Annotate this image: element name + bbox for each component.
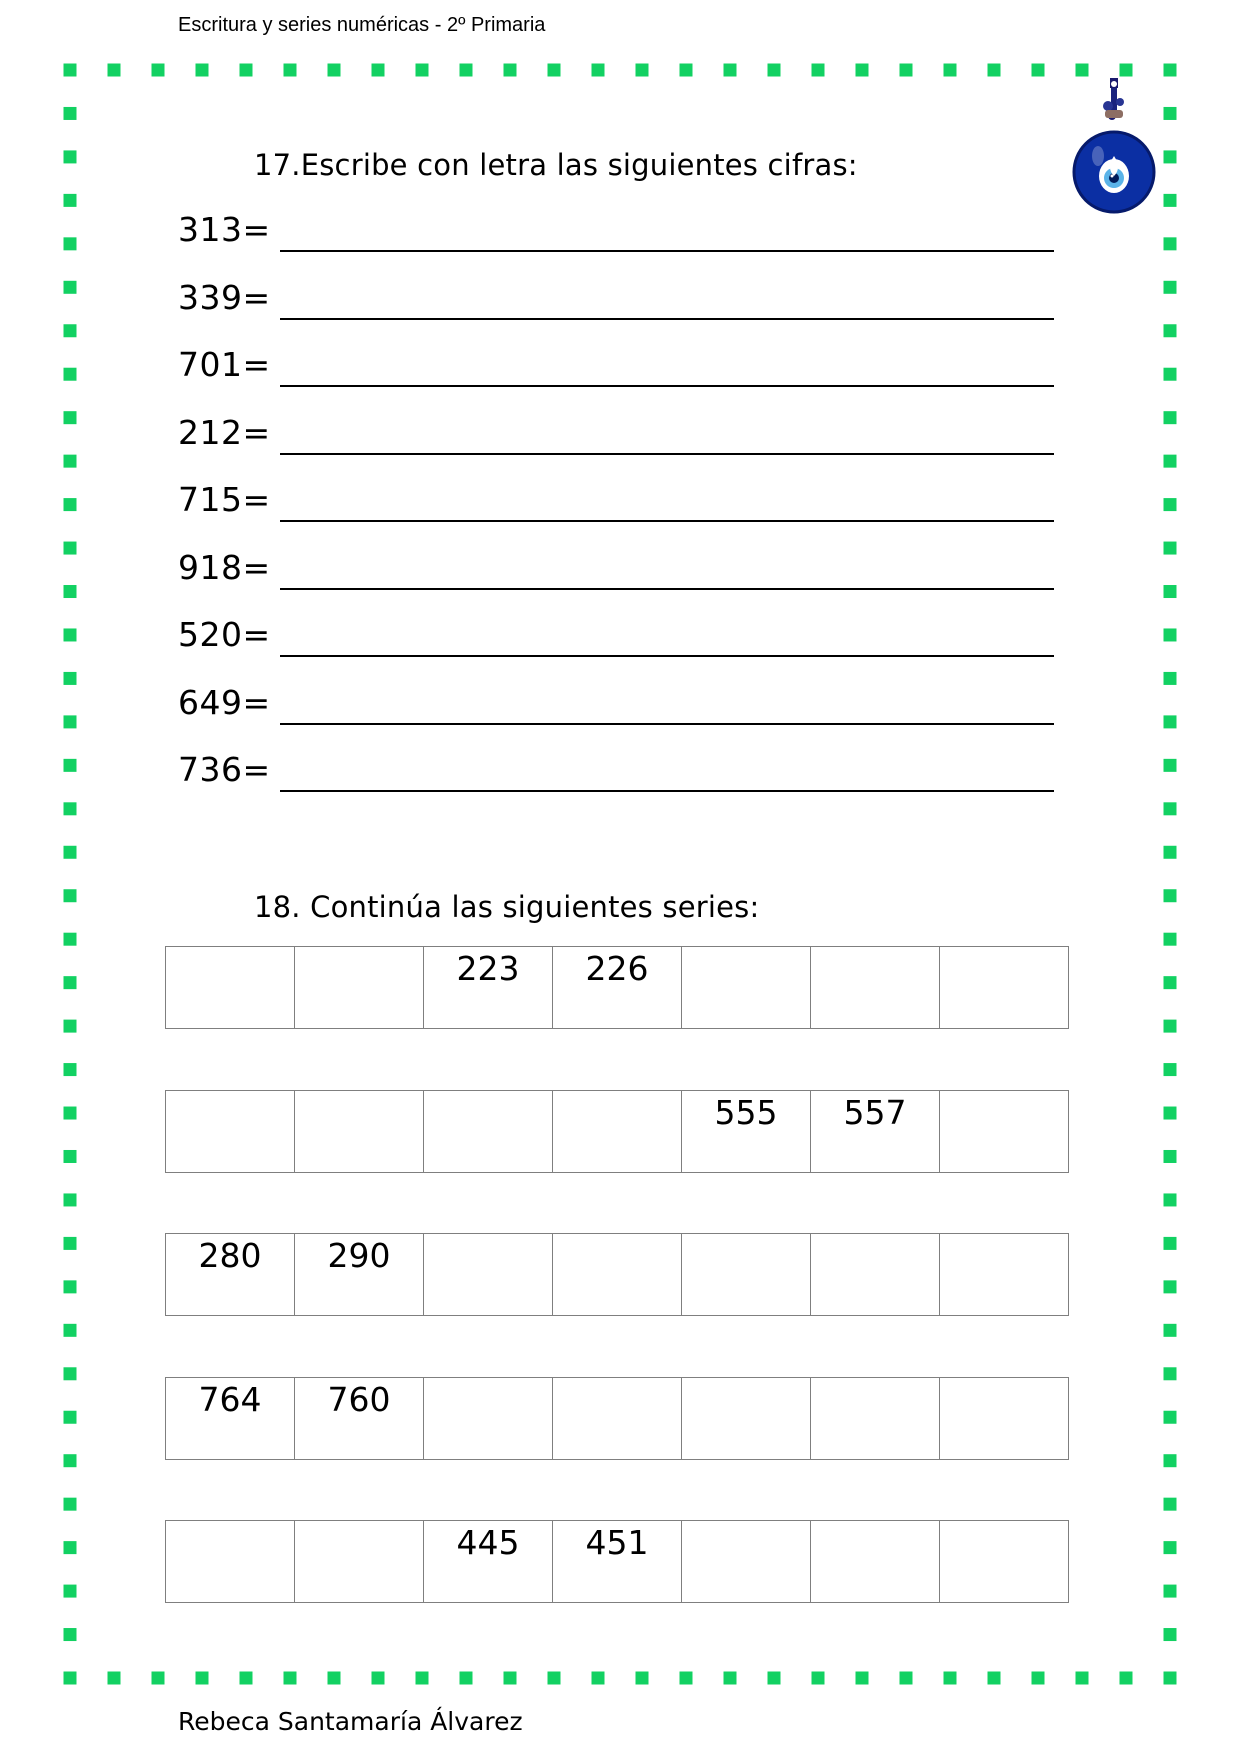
- border-dot: [64, 455, 77, 468]
- number-row: [178, 413, 1054, 453]
- series-row: [166, 1378, 1069, 1460]
- answer-line[interactable]: [280, 520, 1054, 522]
- border-dot: [856, 64, 869, 77]
- series-table: [165, 1090, 1069, 1173]
- series-cell-blank[interactable]: [940, 1378, 1069, 1460]
- border-dot: [64, 1193, 77, 1206]
- series-cell-blank[interactable]: [811, 1234, 940, 1316]
- border-dot: [768, 64, 781, 77]
- border-dot: [64, 368, 77, 381]
- border-dot: [64, 1020, 77, 1033]
- border-dot: [1164, 1585, 1177, 1598]
- border-dot: [416, 64, 429, 77]
- border-dot: [1164, 324, 1177, 337]
- border-dot: [1164, 585, 1177, 598]
- border-dot: [1164, 1280, 1177, 1293]
- number-label: 212=: [178, 412, 271, 452]
- border-dot: [64, 889, 77, 902]
- series-cell-blank[interactable]: [811, 1521, 940, 1603]
- border-dot: [372, 1672, 385, 1685]
- border-dot: [64, 1585, 77, 1598]
- border-dot: [64, 672, 77, 685]
- border-dot: [1164, 411, 1177, 424]
- border-dot: [64, 542, 77, 555]
- border-dot: [240, 1672, 253, 1685]
- border-dot: [988, 64, 1001, 77]
- border-dot: [196, 64, 209, 77]
- answer-line[interactable]: [280, 655, 1054, 657]
- border-dot: [64, 1280, 77, 1293]
- border-dot: [1164, 1193, 1177, 1206]
- border-dot: [724, 1672, 737, 1685]
- border-dot: [1164, 1020, 1177, 1033]
- border-dot: [1164, 846, 1177, 859]
- border-dot: [416, 1672, 429, 1685]
- border-dot: [64, 1237, 77, 1250]
- border-dot: [1164, 1150, 1177, 1163]
- series-cell-blank[interactable]: [424, 1378, 553, 1460]
- series-cell-blank[interactable]: [682, 1378, 811, 1460]
- series-cell-given: 445: [424, 1521, 553, 1603]
- border-dot: [1164, 498, 1177, 511]
- series-cell-blank[interactable]: [295, 947, 424, 1029]
- border-dot: [64, 1324, 77, 1337]
- number-row: [178, 345, 1054, 385]
- border-dot: [1164, 672, 1177, 685]
- border-dot: [548, 1672, 561, 1685]
- series-cell-blank[interactable]: [553, 1091, 682, 1173]
- border-dot: [1164, 1107, 1177, 1120]
- border-dot: [64, 933, 77, 946]
- border-dot: [724, 64, 737, 77]
- border-dot: [988, 1672, 1001, 1685]
- border-dot: [1164, 237, 1177, 250]
- series-cell-given: 451: [553, 1521, 682, 1603]
- border-dot: [680, 64, 693, 77]
- border-dot: [64, 237, 77, 250]
- number-label: 339=: [178, 277, 271, 317]
- border-dot: [64, 1541, 77, 1554]
- border-dot: [548, 64, 561, 77]
- border-dot: [64, 1107, 77, 1120]
- series-row: [166, 1521, 1069, 1603]
- border-dot: [64, 1411, 77, 1424]
- border-dot: [1164, 889, 1177, 902]
- number-label: 313=: [178, 210, 271, 249]
- number-row: [178, 548, 1054, 588]
- border-dot: [372, 64, 385, 77]
- answer-line[interactable]: [280, 318, 1054, 320]
- border-dot: [460, 1672, 473, 1685]
- border-dot: [944, 64, 957, 77]
- border-dot: [64, 585, 77, 598]
- answer-line[interactable]: [280, 453, 1054, 455]
- border-dot: [64, 1628, 77, 1641]
- number-label: 918=: [178, 547, 271, 587]
- border-dot: [504, 64, 517, 77]
- border-dot: [1164, 281, 1177, 294]
- border-dot: [64, 1498, 77, 1511]
- number-label: 736=: [178, 750, 271, 789]
- border-dot: [64, 715, 77, 728]
- series-cell-blank[interactable]: [553, 1378, 682, 1460]
- series-cell-given: 223: [424, 947, 553, 1029]
- evil-eye-amulet-icon: [1072, 76, 1156, 220]
- series-table: [165, 1520, 1069, 1603]
- border-dot: [856, 1672, 869, 1685]
- series-cell-blank[interactable]: [424, 1234, 553, 1316]
- series-cell-blank[interactable]: [811, 947, 940, 1029]
- border-dot: [328, 64, 341, 77]
- series-cell-blank[interactable]: [553, 1234, 682, 1316]
- border-dot: [1032, 1672, 1045, 1685]
- border-dot: [64, 628, 77, 641]
- border-dot: [1164, 1367, 1177, 1380]
- series-cell-blank[interactable]: [682, 1234, 811, 1316]
- series-cell-given: 290: [295, 1234, 424, 1316]
- border-dot: [1164, 64, 1177, 77]
- border-dot: [64, 324, 77, 337]
- border-dot: [64, 976, 77, 989]
- series-table: [165, 1233, 1069, 1316]
- number-row: [178, 683, 1054, 723]
- border-dot: [1120, 64, 1133, 77]
- number-row: [178, 480, 1054, 520]
- exercise-18-title: 18. Continúa las siguientes series:: [254, 890, 760, 924]
- series-cell-blank[interactable]: [166, 947, 295, 1029]
- border-dot: [64, 150, 77, 163]
- border-dot: [328, 1672, 341, 1685]
- border-dot: [812, 64, 825, 77]
- border-dot: [768, 1672, 781, 1685]
- border-dot: [196, 1672, 209, 1685]
- border-dot: [1076, 64, 1089, 77]
- series-cell-given: 760: [295, 1378, 424, 1460]
- border-dot: [1164, 1672, 1177, 1685]
- border-dot: [1164, 1411, 1177, 1424]
- series-cell-blank[interactable]: [940, 947, 1069, 1029]
- border-dot: [64, 1672, 77, 1685]
- border-dot: [108, 1672, 121, 1685]
- number-row: [178, 278, 1054, 318]
- border-dot: [636, 1672, 649, 1685]
- border-dot: [680, 1672, 693, 1685]
- border-dot: [1076, 1672, 1089, 1685]
- border-dot: [1120, 1672, 1133, 1685]
- number-row: [178, 750, 1054, 790]
- border-dot: [152, 64, 165, 77]
- answer-line[interactable]: [280, 385, 1054, 387]
- border-dot: [1164, 1541, 1177, 1554]
- page-footer-author: Rebeca Santamaría Álvarez: [178, 1707, 523, 1736]
- border-dot: [64, 846, 77, 859]
- border-dot: [284, 1672, 297, 1685]
- border-dot: [64, 1150, 77, 1163]
- series-cell-blank[interactable]: [682, 1521, 811, 1603]
- answer-line[interactable]: [280, 723, 1054, 725]
- series-cell-given: 226: [553, 947, 682, 1029]
- series-cell-blank[interactable]: [682, 947, 811, 1029]
- border-dot: [64, 1367, 77, 1380]
- border-dot: [1164, 150, 1177, 163]
- series-cell-blank[interactable]: [811, 1378, 940, 1460]
- border-dot: [64, 107, 77, 120]
- border-dot: [64, 759, 77, 772]
- border-dot: [1164, 1498, 1177, 1511]
- series-row: [166, 1091, 1069, 1173]
- border-dot: [1164, 542, 1177, 555]
- number-row: [178, 615, 1054, 655]
- series-row: [166, 1234, 1069, 1316]
- series-cell-blank[interactable]: [940, 1234, 1069, 1316]
- border-dot: [284, 64, 297, 77]
- border-dot: [64, 802, 77, 815]
- answer-line[interactable]: [280, 250, 1054, 252]
- border-dot: [240, 64, 253, 77]
- series-cell-blank[interactable]: [424, 1091, 553, 1173]
- border-dot: [64, 1063, 77, 1076]
- series-cell-blank[interactable]: [295, 1521, 424, 1603]
- page-header: Escritura y series numéricas - 2º Primaria: [178, 14, 546, 36]
- border-dot: [1164, 107, 1177, 120]
- border-dot: [504, 1672, 517, 1685]
- series-cell-given: 557: [811, 1091, 940, 1173]
- border-dot: [1164, 759, 1177, 772]
- series-cell-blank[interactable]: [940, 1521, 1069, 1603]
- border-dot: [592, 1672, 605, 1685]
- border-dot: [1164, 628, 1177, 641]
- border-dot: [152, 1672, 165, 1685]
- number-label: 715=: [178, 480, 271, 519]
- border-dot: [592, 64, 605, 77]
- border-dot: [636, 64, 649, 77]
- border-dot: [1164, 1063, 1177, 1076]
- border-dot: [108, 64, 121, 77]
- border-dot: [1164, 933, 1177, 946]
- series-cell-given: 280: [166, 1234, 295, 1316]
- series-cell-blank[interactable]: [166, 1091, 295, 1173]
- series-cell-blank[interactable]: [940, 1091, 1069, 1173]
- border-dot: [1164, 802, 1177, 815]
- series-table: [165, 946, 1069, 1029]
- series-row: [166, 947, 1069, 1029]
- border-dot: [1164, 1454, 1177, 1467]
- border-dot: [1164, 715, 1177, 728]
- number-label: 701=: [178, 345, 271, 384]
- border-dot: [1164, 1628, 1177, 1641]
- exercise-17-title: 17.Escribe con letra las siguientes cifras:: [254, 148, 858, 182]
- border-dot: [900, 1672, 913, 1685]
- series-table: [165, 1377, 1069, 1460]
- border-dot: [1164, 1324, 1177, 1337]
- border-dot: [1164, 976, 1177, 989]
- border-dot: [1164, 455, 1177, 468]
- border-dot: [64, 1454, 77, 1467]
- border-dot: [900, 64, 913, 77]
- series-cell-given: 764: [166, 1378, 295, 1460]
- border-dot: [64, 411, 77, 424]
- border-dot: [812, 1672, 825, 1685]
- border-dot: [1164, 1237, 1177, 1250]
- border-dot: [64, 498, 77, 511]
- answer-line[interactable]: [280, 790, 1054, 792]
- border-dot: [64, 194, 77, 207]
- border-dot: [64, 64, 77, 77]
- border-dot: [944, 1672, 957, 1685]
- border-dot: [64, 281, 77, 294]
- number-row: [178, 210, 1054, 250]
- number-label: 649=: [178, 682, 271, 722]
- border-dot: [1032, 64, 1045, 77]
- border-dot: [460, 64, 473, 77]
- answer-line[interactable]: [280, 588, 1054, 590]
- series-cell-blank[interactable]: [166, 1521, 295, 1603]
- border-dot: [1164, 368, 1177, 381]
- number-label: 520=: [178, 615, 271, 654]
- series-cell-blank[interactable]: [295, 1091, 424, 1173]
- border-dot: [1164, 194, 1177, 207]
- series-cell-given: 555: [682, 1091, 811, 1173]
